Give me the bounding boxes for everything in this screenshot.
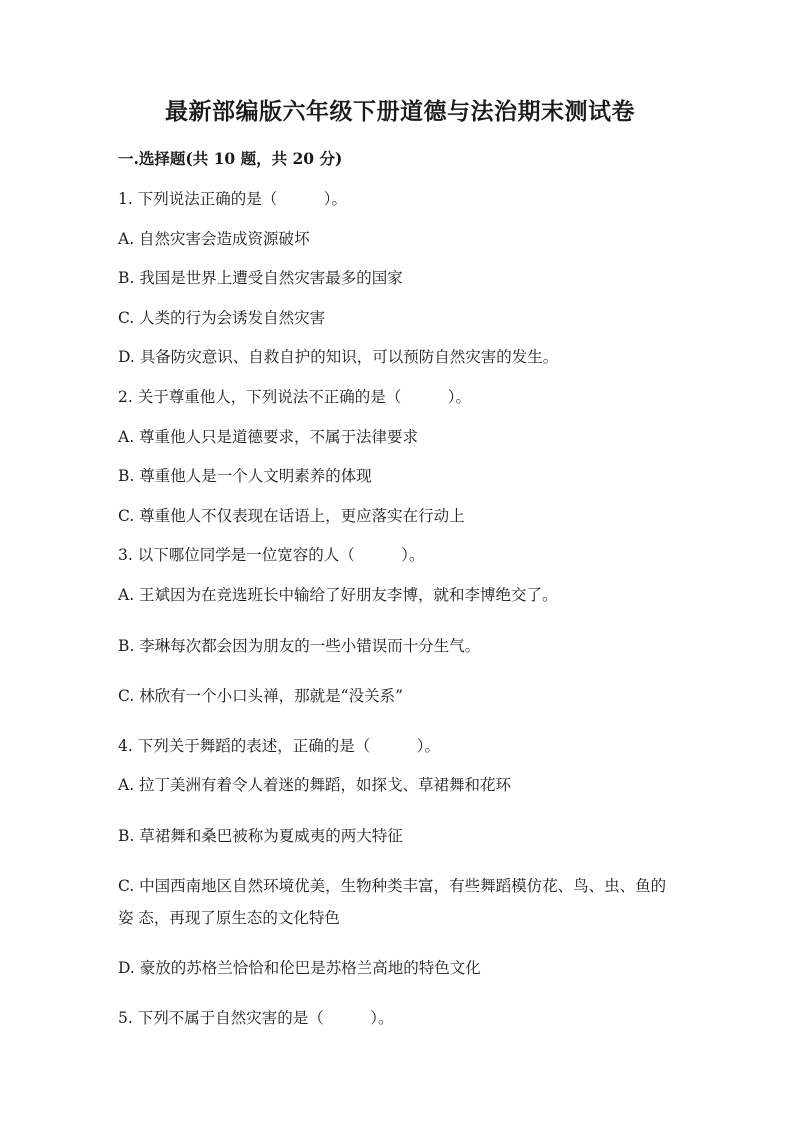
question-1-stem: 1. 下列说法正确的是（ ）。 bbox=[118, 190, 347, 208]
question-2-option-b: B. 尊重他人是一个人文明素养的体现 bbox=[118, 467, 372, 485]
question-3-stem: 3. 以下哪位同学是一位宽容的人（ ）。 bbox=[118, 546, 425, 564]
question-3-option-b: B. 李琳每次都会因为朋友的一些小错误而十分生气。 bbox=[118, 637, 481, 655]
question-3-option-a: A. 王斌因为在竞选班长中输给了好朋友李博，就和李博绝交了。 bbox=[118, 586, 558, 604]
question-4-option-d: D. 豪放的苏格兰恰恰和伦巴是苏格兰高地的特色文化 bbox=[118, 959, 481, 977]
question-4-option-b: B. 草裙舞和桑巴被称为夏威夷的两大特征 bbox=[118, 827, 403, 845]
question-4-option-c: C. 中国西南地区自然环境优美，生物种类丰富，有些舞蹈模仿花、鸟、虫、鱼的姿 态，再现了原生态的文化特色 bbox=[118, 877, 667, 927]
question-1-option-a: A. 自然灾害会造成资源破坏 bbox=[118, 230, 310, 248]
question-1-option-c: C. 人类的行为会诱发自然灾害 bbox=[118, 309, 326, 327]
question-4-stem: 4. 下列关于舞蹈的表述，正确的是（ ）。 bbox=[118, 737, 440, 755]
question-3-option-c: C. 林欣有一个小口头禅，那就是“没关系” bbox=[118, 687, 404, 705]
question-4-option-a: A. 拉丁美洲有着令人着迷的舞蹈，如探戈、草裙舞和花环 bbox=[118, 776, 512, 794]
question-1-option-d: D. 具备防灾意识、自救自护的知识，可以预防自然灾害的发生。 bbox=[118, 348, 559, 366]
question-2-stem: 2. 关于尊重他人，下列说法不正确的是（ ）。 bbox=[118, 388, 471, 406]
question-1-option-b: B. 我国是世界上遭受自然灾害最多的国家 bbox=[118, 269, 403, 287]
section-heading: 一.选择题(共 10 题，共 20 分) bbox=[118, 149, 343, 168]
question-2-option-a: A. 尊重他人只是道德要求，不属于法律要求 bbox=[118, 428, 419, 446]
question-5-stem: 5. 下列不属于自然灾害的是（ ）。 bbox=[118, 1009, 394, 1027]
question-2-option-c: C. 尊重他人不仅表现在话语上，更应落实在行动上 bbox=[118, 507, 465, 525]
page-title: 最新部编版六年级下册道德与法治期末测试卷 bbox=[165, 98, 635, 125]
